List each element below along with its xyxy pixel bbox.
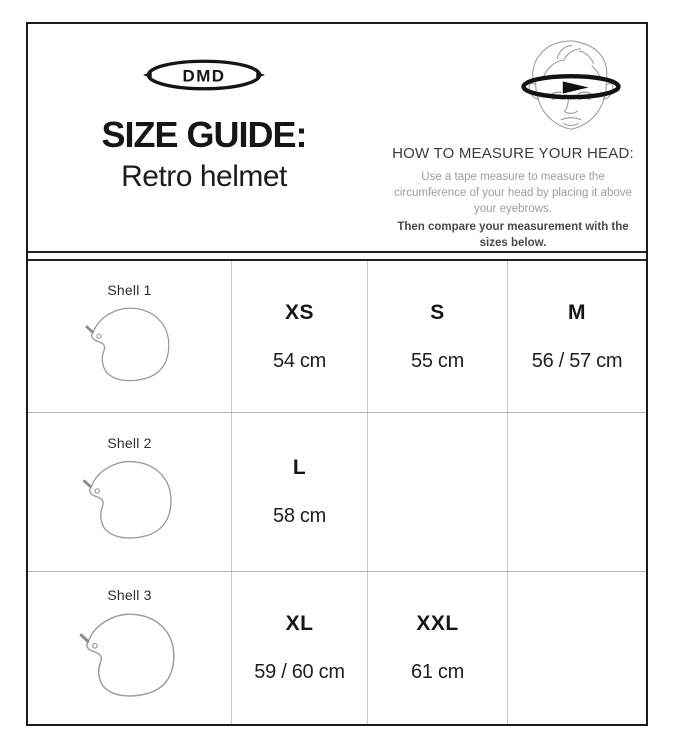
header-left: [28, 24, 380, 251]
size-cm: 58 cm: [273, 505, 326, 527]
size-cm: 56 / 57 cm: [531, 349, 623, 372]
size-label: XS: [284, 300, 314, 324]
measure-instruction-bold: Then compare your measurement with the sizes below.: [397, 220, 629, 249]
measure-line2: head by placing it above your eyebrows.: [474, 186, 632, 215]
size-label: XXL: [416, 612, 459, 635]
size-cell-l: [232, 413, 368, 571]
header: [28, 24, 646, 251]
logo-text: DMD: [182, 66, 226, 86]
size-cell-m: [508, 261, 646, 412]
table-row-shell-2: [28, 413, 646, 572]
size-cell-xl: [232, 572, 368, 724]
size-label: L: [292, 456, 307, 479]
size-cell-empty: [508, 572, 646, 724]
table-row-shell-3: [28, 572, 646, 724]
page-subtitle: Retro helmet: [121, 159, 287, 193]
shell-1-label: Shell 1: [107, 281, 152, 298]
helmet-icon-shell-2: [71, 455, 189, 550]
size-cm: 59 / 60 cm: [254, 661, 345, 683]
dmd-logo-icon: [143, 58, 265, 92]
helmet-icon-shell-1: [74, 302, 186, 392]
size-cm: 61 cm: [411, 661, 464, 683]
size-table: [28, 261, 646, 724]
helmet-icon-shell-3: [67, 607, 193, 709]
outer-frame: [26, 22, 648, 726]
measure-line1: Use a tape measure to measure the circumference of your: [394, 170, 605, 199]
size-label: S: [430, 300, 445, 324]
size-label: M: [568, 300, 586, 324]
size-label: XL: [285, 612, 314, 635]
size-cell-empty: [368, 413, 508, 571]
size-cell-s: [368, 261, 508, 412]
table-row-shell-1: [28, 261, 646, 413]
size-cell-xs: [232, 261, 368, 412]
shell-1-cell: [28, 261, 232, 412]
shell-2-label: Shell 2: [107, 434, 152, 451]
measure-instructions: [384, 169, 642, 217]
shell-3-cell: [28, 572, 232, 724]
size-cell-empty: [508, 413, 646, 571]
size-cm: 54 cm: [273, 349, 326, 372]
shell-3-label: Shell 3: [107, 587, 152, 603]
size-cell-xxl: [368, 572, 508, 724]
size-cm: 55 cm: [411, 349, 464, 372]
measure-heading: HOW TO MEASURE YOUR HEAD:: [392, 144, 634, 162]
head-measurement-icon: [496, 36, 646, 137]
double-rule-divider: [28, 251, 646, 261]
page-title: SIZE GUIDE:: [101, 114, 307, 155]
header-right: [380, 24, 646, 251]
shell-2-cell: [28, 413, 232, 571]
